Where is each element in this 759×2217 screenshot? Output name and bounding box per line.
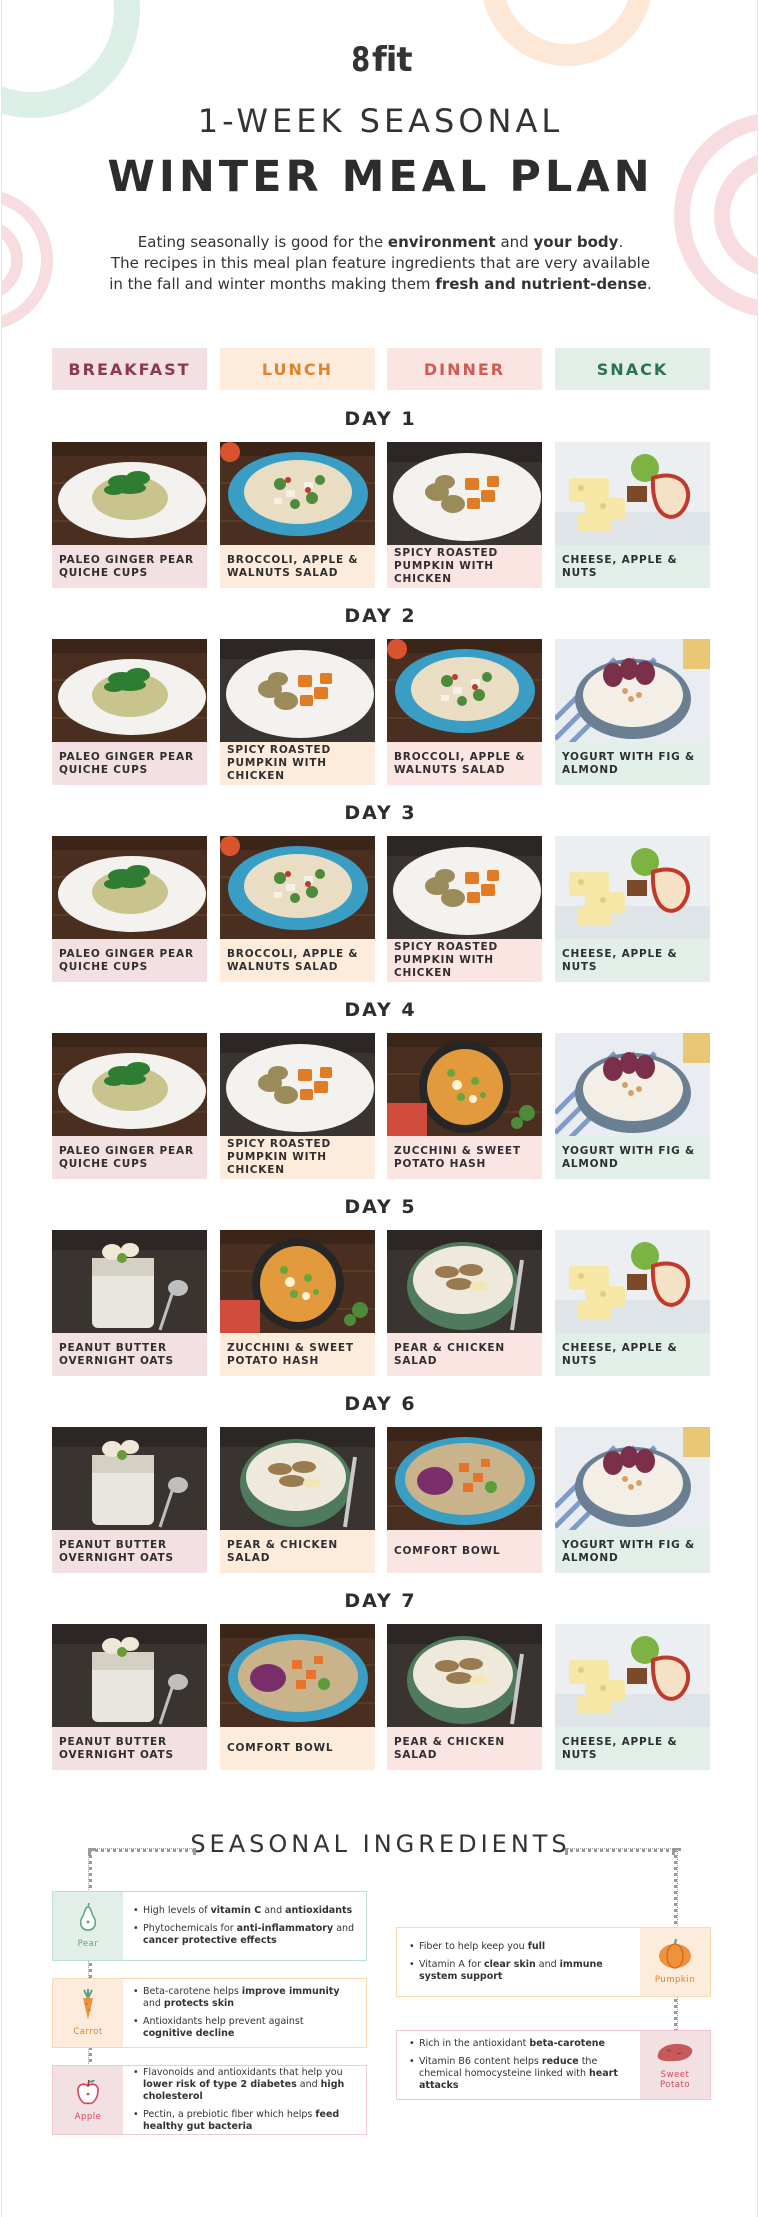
meal-photo	[52, 1427, 207, 1530]
day-title: DAY 6	[344, 1393, 417, 1415]
day-title: DAY 7	[344, 1590, 417, 1612]
pear-benefits	[133, 1892, 356, 1960]
meal-name: CHEESE, APPLE & NUTS	[555, 545, 710, 588]
meal-name: BROCCOLI, APPLE & WALNUTS SALAD	[220, 545, 375, 588]
meal-photo	[555, 836, 710, 939]
carrot-benefit-1: • Beta-carotene helps improve immunity and protects skin	[133, 1986, 356, 2010]
pumpkin-ingredient-box	[396, 1927, 711, 1997]
meal-card	[555, 1624, 710, 1770]
meal-photo	[220, 836, 375, 939]
meal-card	[555, 1427, 710, 1573]
meal-photo	[555, 1624, 710, 1727]
meal-name: SPICY ROASTED PUMPKIN WITH CHICKEN	[387, 939, 542, 982]
meal-card	[52, 1624, 207, 1770]
apple-label: Apple	[74, 2112, 102, 2122]
meal-name: CHEESE, APPLE & NUTS	[555, 1727, 710, 1770]
apple-benefits	[133, 2066, 358, 2134]
meal-name: CHEESE, APPLE & NUTS	[555, 1333, 710, 1376]
meal-card	[220, 1230, 375, 1376]
meal-name: YOGURT WITH FIG & ALMOND	[555, 1136, 710, 1179]
day-title: DAY 4	[344, 999, 417, 1021]
meal-name: ZUCCHINI & SWEET POTATO HASH	[387, 1136, 542, 1179]
meal-name: YOGURT WITH FIG & ALMOND	[555, 742, 710, 785]
meal-name: COMFORT BOWL	[220, 1727, 375, 1770]
meal-photo	[555, 442, 710, 545]
meal-card	[387, 639, 542, 785]
meal-name: COMFORT BOWL	[387, 1530, 542, 1573]
intro-text: Eating seasonally is good for the environment and your body. The recipes in this meal plan feature ingredients that are very available in the fall and winter months making them fresh and nutrient-dense.	[109, 233, 652, 293]
meal-card	[555, 1033, 710, 1179]
brand-logo: 8fit	[351, 40, 412, 80]
carrot-label: Carrot	[73, 2027, 103, 2037]
meal-name: SPICY ROASTED PUMPKIN WITH CHICKEN	[220, 742, 375, 785]
pumpkin-icon	[657, 1939, 693, 1969]
meal-photo	[387, 1624, 542, 1727]
pear-tile	[53, 1892, 123, 1960]
carrot-icon	[77, 1989, 99, 2021]
meal-photo	[387, 1427, 542, 1530]
pear-ingredient-box	[52, 1891, 367, 1961]
day-title: DAY 1	[344, 408, 417, 430]
meal-card	[387, 1624, 542, 1770]
meal-name: PEANUT BUTTER OVERNIGHT OATS	[52, 1530, 207, 1573]
meal-photo	[52, 1624, 207, 1727]
sweet-potato-ingredient-box	[396, 2030, 711, 2100]
pear-icon	[76, 1903, 100, 1933]
lunch-header: LUNCH	[220, 348, 375, 390]
sweet-potato-tile	[640, 2031, 710, 2099]
day-title: DAY 3	[344, 802, 417, 824]
pear-benefit-2: • Phytochemicals for anti-inflammatory and cancer protective effects	[133, 1923, 356, 1947]
pear-label: Pear	[77, 1939, 99, 1949]
pumpkin-benefit-2: • Vitamin A for clear skin and immune system support	[409, 1959, 630, 1983]
meal-photo	[555, 1427, 710, 1530]
sweet-potato-benefit-1: • Rich in the antioxidant beta-carotene	[409, 2038, 630, 2050]
dinner-header: DINNER	[387, 348, 542, 390]
day-section	[2, 1590, 758, 1760]
sweet-potato-benefit-2: • Vitamin B6 content helps reduce the chemical homocysteine linked with heart attacks	[409, 2056, 630, 2092]
meal-card	[220, 639, 375, 785]
meal-name: PEAR & CHICKEN SALAD	[387, 1727, 542, 1770]
meal-name: SPICY ROASTED PUMPKIN WITH CHICKEN	[387, 545, 542, 588]
day-section	[2, 605, 758, 782]
meal-card	[220, 442, 375, 588]
sweet-potato-icon	[655, 2040, 695, 2064]
meal-photo	[555, 1230, 710, 1333]
meal-photo	[220, 1230, 375, 1333]
carrot-ingredient-box	[52, 1978, 367, 2048]
infographic	[1, 0, 758, 2217]
meal-photo	[52, 836, 207, 939]
meal-card	[220, 1427, 375, 1573]
meal-photo	[52, 442, 207, 545]
day-section	[2, 802, 758, 979]
apple-ingredient-box	[52, 2065, 367, 2135]
meal-photo	[52, 1033, 207, 1136]
meal-photo	[555, 639, 710, 742]
breakfast-header: BREAKFAST	[52, 348, 207, 390]
meal-card	[555, 442, 710, 588]
snack-header: SNACK	[555, 348, 710, 390]
sweet-potato-benefits	[409, 2031, 630, 2099]
meal-name: PALEO GINGER PEAR QUICHE CUPS	[52, 939, 207, 982]
meal-photo	[555, 1033, 710, 1136]
meal-name: PEANUT BUTTER OVERNIGHT OATS	[52, 1333, 207, 1376]
meal-card	[387, 442, 542, 588]
meal-card	[387, 836, 542, 982]
meal-card	[52, 639, 207, 785]
pumpkin-benefits	[409, 1928, 630, 1996]
meal-name: YOGURT WITH FIG & ALMOND	[555, 1530, 710, 1573]
meal-card	[52, 836, 207, 982]
meal-card	[387, 1427, 542, 1573]
page-title-line2: WINTER MEAL PLAN	[107, 152, 654, 202]
sweet-potato-label: Sweet Potato	[659, 2070, 691, 2090]
meal-card	[555, 639, 710, 785]
meal-name: ZUCCHINI & SWEET POTATO HASH	[220, 1333, 375, 1376]
meal-name: PEANUT BUTTER OVERNIGHT OATS	[52, 1727, 207, 1770]
meal-card	[52, 1033, 207, 1179]
meal-photo	[387, 836, 542, 939]
day-title: DAY 5	[344, 1196, 417, 1218]
meal-photo	[52, 1230, 207, 1333]
pumpkin-label: Pumpkin	[654, 1975, 696, 1985]
meal-name: CHEESE, APPLE & NUTS	[555, 939, 710, 982]
day-section	[2, 999, 758, 1176]
meal-photo	[387, 1230, 542, 1333]
pumpkin-tile	[640, 1928, 710, 1996]
meal-name: PALEO GINGER PEAR QUICHE CUPS	[52, 1136, 207, 1179]
meal-card	[52, 1427, 207, 1573]
meal-photo	[220, 1427, 375, 1530]
meal-card	[220, 1624, 375, 1770]
pear-benefit-1: • High levels of vitamin C and antioxidants	[133, 1905, 356, 1917]
meal-card	[52, 442, 207, 588]
meal-photo	[52, 639, 207, 742]
meal-card	[555, 836, 710, 982]
day-section	[2, 408, 758, 585]
meal-photo	[220, 442, 375, 545]
meal-photo	[220, 639, 375, 742]
seasonal-ingredients-title: SEASONAL INGREDIENTS	[190, 1830, 571, 1858]
apple-icon	[75, 2078, 101, 2106]
meal-card	[387, 1230, 542, 1376]
meal-name: PALEO GINGER PEAR QUICHE CUPS	[52, 545, 207, 588]
day-title: DAY 2	[344, 605, 417, 627]
meal-card	[52, 1230, 207, 1376]
apple-benefit-2: • Pectin, a prebiotic fiber which helps feed healthy gut bacteria	[133, 2109, 358, 2133]
meal-name: BROCCOLI, APPLE & WALNUTS SALAD	[387, 742, 542, 785]
meal-name: BROCCOLI, APPLE & WALNUTS SALAD	[220, 939, 375, 982]
meal-card	[220, 1033, 375, 1179]
meal-card	[555, 1230, 710, 1376]
meal-photo	[387, 1033, 542, 1136]
carrot-tile	[53, 1979, 123, 2047]
pumpkin-benefit-1: • Fiber to help keep you full	[409, 1941, 630, 1953]
meal-photo	[387, 442, 542, 545]
meal-card	[220, 836, 375, 982]
apple-tile	[53, 2066, 123, 2134]
apple-benefit-1: • Flavonoids and antioxidants that help you lower risk of type 2 diabetes and high cholesterol	[133, 2067, 358, 2103]
meal-name: PEAR & CHICKEN SALAD	[220, 1530, 375, 1573]
meal-photo	[387, 639, 542, 742]
carrot-benefits	[133, 1979, 356, 2047]
carrot-benefit-2: • Antioxidants help prevent against cognitive decline	[133, 2016, 356, 2040]
meal-photo	[220, 1624, 375, 1727]
page-title-line1: 1-WEEK SEASONAL	[197, 102, 564, 140]
meal-card	[387, 1033, 542, 1179]
dotted-connector	[88, 1848, 196, 1852]
dotted-connector	[565, 1848, 675, 1852]
meal-name: PALEO GINGER PEAR QUICHE CUPS	[52, 742, 207, 785]
day-section	[2, 1196, 758, 1366]
day-section	[2, 1393, 758, 1563]
meal-photo	[220, 1033, 375, 1136]
meal-name: PEAR & CHICKEN SALAD	[387, 1333, 542, 1376]
meal-name: SPICY ROASTED PUMPKIN WITH CHICKEN	[220, 1136, 375, 1179]
